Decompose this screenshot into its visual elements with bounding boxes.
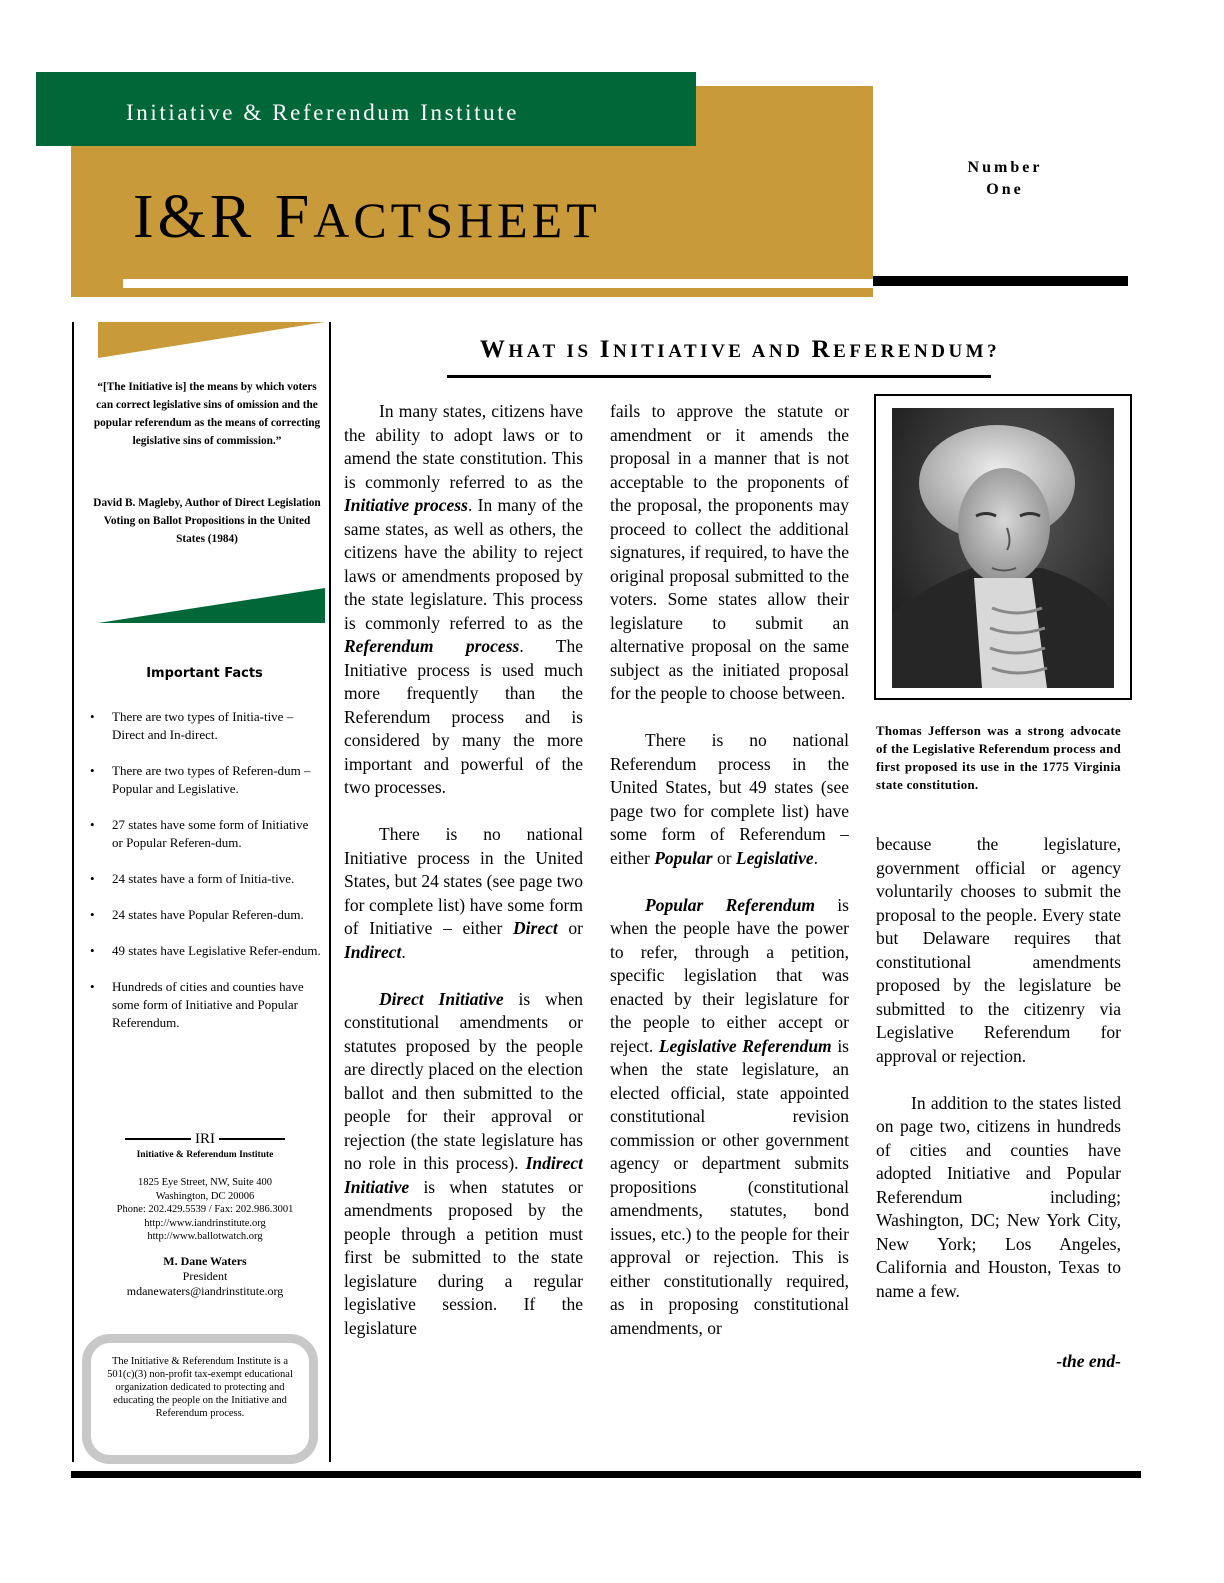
- bullet-icon: •: [90, 979, 95, 994]
- paragraph: Direct Initiative is when constitutional amendments or statutes proposed by the people are directly placed on the election ballot and then submitted to the people for their approval or rejection (the state legislature has no role in this process). Indirect Initiative is when statutes or amendments proposed by the people through a petition must first be submitted to the state legislature during a regular legislative session. If the legislature: [344, 988, 583, 1338]
- bullet-icon: •: [90, 709, 95, 724]
- iri-full-name: Initiative & Referendum Institute: [136, 1150, 274, 1160]
- fact-item: • 49 states have Legislative Refer-endum.: [90, 943, 321, 958]
- article-headline: WHAT IS INITIATIVE AND REFERENDUM?: [479, 336, 1001, 363]
- address: [92, 1176, 318, 1244]
- sidebar-rule-left: [72, 322, 74, 1462]
- important-facts-title: Important Facts: [146, 666, 263, 681]
- paragraph: In many states, citizens have the ability to adopt laws or to amend the state constitution. This is commonly referred to as the Initiative process. In many of the same states, as well as others, the citizens have the ability to reject laws or amendments proposed by the state legislature. This process is commonly referred to as the Referendum process. The Initiative process is used much more frequently than the Referendum process and is considered by many the more important and powerful of the two processes.: [344, 401, 583, 797]
- paragraph: There is no national Initiative process in the United States, but 24 states (see page two for complete list) have some form of Initiative – either Direct or Indirect.: [344, 824, 583, 962]
- paragraph: because the legislature, government official or agency voluntarily chooses to submit the proposal to the people. Every state but Delaware requires that constitutional amendments proposed by the legislature be submitted to the citizenry via Legislative Referendum for approval or rejection.: [876, 834, 1121, 1066]
- president-name: M. Dane Waters: [163, 1253, 247, 1268]
- iri-logo: IRI: [92, 1132, 318, 1146]
- website-link[interactable]: http://www.iandrinstitute.org: [144, 1217, 266, 1229]
- headline-underline: [447, 375, 991, 378]
- president-email[interactable]: mdanewaters@iandrinstitute.org: [126, 1283, 284, 1298]
- fact-item: • Hundreds of cities and counties have some form of Initiative and Popular Referendum.: [90, 979, 304, 1030]
- quote-attribution: David B. Magleby, Author of Direct Legislation Voting on Ballot Propositions in the United States (1984): [93, 497, 321, 545]
- the-end-marker: -the end-: [1056, 1351, 1121, 1371]
- thomas-jefferson-portrait: [892, 408, 1114, 688]
- factsheet-title: I&R FACTSHEET: [133, 183, 601, 251]
- footer-rule: [71, 1471, 1141, 1478]
- issue-value: One: [986, 181, 1024, 198]
- photo-caption: Thomas Jefferson was a strong advocate of the Legislative Referendum process and first proposed its use in the 1775 Virginia state constitution.: [876, 724, 1121, 792]
- paragraph: There is no national Referendum process in the United States, but 49 states (see page two for complete list) have some form of Referendum – either Popular or Legislative.: [610, 730, 849, 868]
- article-column-3: [876, 833, 1121, 1327]
- bullet-icon: •: [90, 817, 95, 832]
- bullet-icon: •: [90, 943, 95, 958]
- paragraph: fails to approve the statute or amendment or it amends the proposal in a manner that is not acceptable to the proponents of the proposal, the proponents may proceed to collect the additional signatures, if required, to have the original proposal submitted to the voters. Some states allow their legislature to submit an alternative proposal on the same subject as the initiated proposal for the people to choose between.: [610, 401, 849, 703]
- fact-item: • 24 states have Popular Referen-dum.: [90, 907, 304, 922]
- issue-number: [930, 157, 1080, 201]
- important-facts-list: [90, 708, 322, 1050]
- fact-item: • There are two types of Initia-tive – Direct and In-direct.: [90, 709, 294, 742]
- issue-label: Number: [967, 159, 1043, 176]
- gold-wedge-decoration: [98, 322, 328, 362]
- fact-item: • 24 states have a form of Initia-tive.: [90, 871, 295, 886]
- masthead-black-rule: [873, 276, 1128, 286]
- address-line: Washington, DC 20006: [155, 1190, 255, 1202]
- green-wedge-decoration: [98, 588, 328, 624]
- president-title: President: [182, 1268, 228, 1283]
- bullet-icon: •: [90, 763, 95, 778]
- contact-block: [92, 1132, 318, 1299]
- website-link[interactable]: http://www.ballotwatch.org: [147, 1231, 263, 1242]
- fact-item: • 27 states have some form of Initiative or Popular Referen-dum.: [90, 817, 309, 850]
- article-column-1: [344, 400, 583, 1460]
- paragraph: Popular Referendum is when the people have the power to refer, through a petition, specific legislation that was enacted by their legislature for the people to either accept or reject. Legislative Referendum is when the state legislature, an elected official, state appointed constitutional revision commission or other government agency or department submits propositions (constitutional amendments, statutes, bond issues, etc.) to the people for their approval or rejection. This is either constitutionally required, as in proposing constitutional amendments, or: [610, 894, 849, 1338]
- address-line: 1825 Eye Street, NW, Suite 400: [137, 1177, 273, 1188]
- bullet-icon: •: [90, 871, 95, 886]
- pull-quote: “[The Initiative is] the means by which voters can correct legislative sins of omission and the popular referendum as the means of correcting legislative sins of commission.”: [93, 381, 321, 447]
- paragraph: In addition to the states listed on page two, citizens in hundreds of cities and counties have adopted Initiative and Popular Referendum including; Washington, DC; New York City, New York; Los Angeles, California and Houston, Texas to name a few.: [876, 1092, 1121, 1301]
- fact-item: • There are two types of Referen-dum – Popular and Legislative.: [90, 763, 311, 796]
- bullet-icon: •: [90, 907, 95, 922]
- article-column-2: [610, 400, 849, 1460]
- org-name: Initiative & Referendum Institute: [126, 100, 520, 125]
- nonprofit-note: The Initiative & Referendum Institute is a 501(c)(3) non-profit tax-exempt educational organization dedicated to protecting and educating the people on the Initiative and Referendum process.: [82, 1334, 318, 1464]
- masthead-white-rule: [123, 279, 874, 288]
- sidebar-rule-right: [329, 322, 331, 1462]
- phone-fax: Phone: 202.429.5539 / Fax: 202.986.3001: [116, 1204, 294, 1215]
